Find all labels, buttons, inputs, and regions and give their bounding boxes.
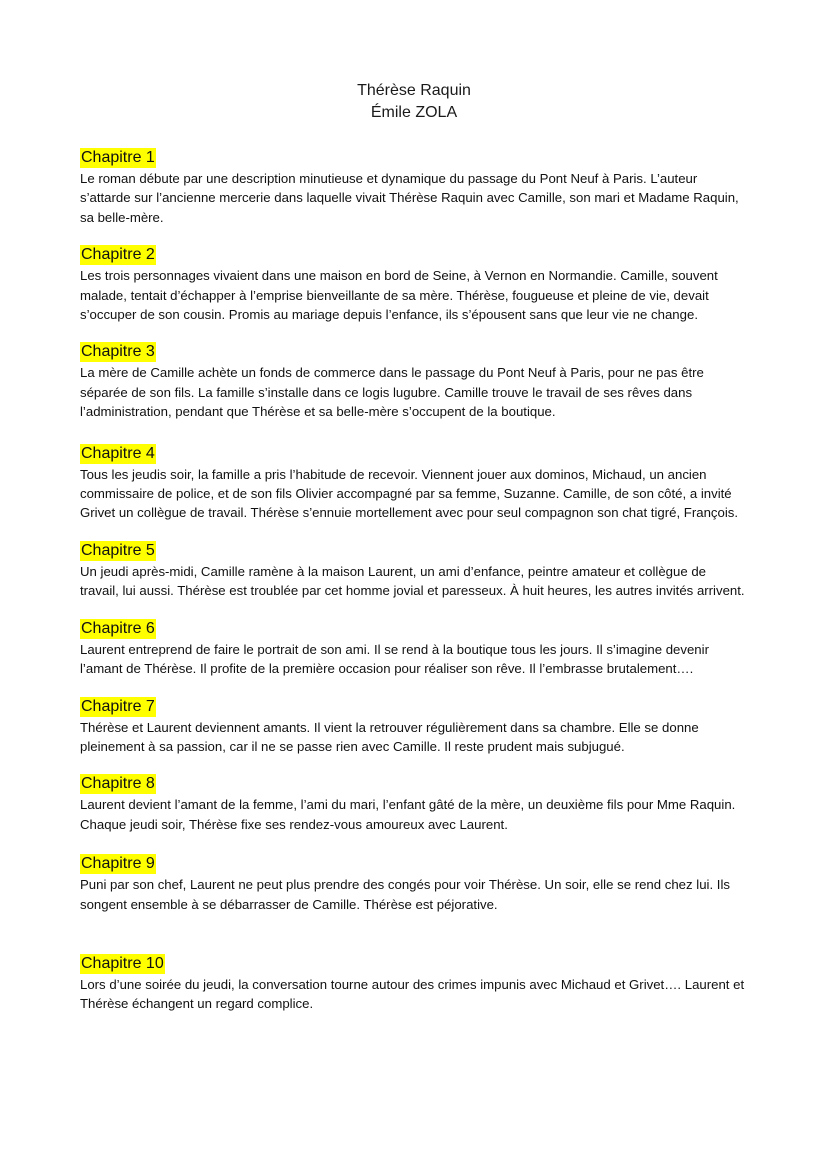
chapter-summary: Laurent entreprend de faire le portrait de son ami. Il se rend à la boutique tous les jours. Il s’imagine devenir l’amant de Thérèse. Il profite de la première occasion pour réaliser son rêve. Il l’embrasse brutalement…. — [80, 641, 709, 677]
chapter-summary: Tous les jeudis soir, la famille a pris l’habitude de recevoir. Viennent jouer aux dominos, Michaud, un ancien commissaire de police, et de son fils Olivier accompagné par sa femme, Suzanne. Camille, de son côté, a invité Grivet un collègue de travail. Thérèse s’ennuie mortellement avec pour seul compagnon son chat tigré, François. — [80, 466, 739, 521]
document-author: Émile ZOLA — [370, 104, 458, 121]
chapter-section — [80, 774, 748, 834]
chapter-heading: Chapitre 1 — [81, 149, 155, 166]
document-title: Thérèse Raquin — [357, 82, 471, 99]
chapter-heading: Chapitre 4 — [81, 444, 155, 462]
chapter-section — [80, 342, 748, 421]
chapter-summary: La mère de Camille achète un fonds de commerce dans le passage du Pont Neuf à Paris, pour ne pas être séparée de son fils. La famille s’installe dans ce logis lugubre. Camille trouve le travail de ses rêves dans l’administration, pendant que Thérèse et sa belle-mère s’occupent de la boutique. — [80, 365, 704, 420]
chapter-heading: Chapitre 3 — [81, 343, 155, 361]
chapter-summary: Les trois personnages vivaient dans une maison en bord de Seine, à Vernon en Normandie. Camille, souvent malade, tentait d’échapper à l’emprise bienveillante de sa mère. Thérèse, fougueuse et pleine de vie, devait s’occuper de son cousin. Promis au mariage depuis l’enfance, ils s’épousent sans que leur vie ne change. — [80, 268, 718, 323]
chapter-heading: Chapitre 5 — [81, 541, 155, 559]
chapter-section — [80, 444, 748, 523]
chapter-heading: Chapitre 2 — [81, 246, 155, 264]
chapter-section — [80, 541, 748, 601]
chapter-summary: Laurent devient l’amant de la femme, l’ami du mari, l’enfant gâté de la mère, un deuxième fils pour Mme Raquin. Chaque jeudi soir, Thérèse fixe ses rendez-vous amoureux avec Laurent. — [80, 797, 736, 832]
chapter-heading: Chapitre 10 — [81, 954, 164, 972]
document-header — [80, 80, 748, 124]
chapter-summary: Un jeudi après-midi, Camille ramène à la maison Laurent, un ami d’enfance, peintre amateur et collègue de travail, lui aussi. Thérèse est troublée par cet homme jovial et paresseux. À huit heures, les autres invités arrivent. — [80, 563, 745, 599]
chapter-section — [80, 619, 748, 679]
chapter-section — [80, 697, 748, 757]
chapter-heading: Chapitre 7 — [81, 697, 155, 715]
chapter-summary: Le roman débute par une description minutieuse et dynamique du passage du Pont Neuf à Paris. L’auteur s’attarde sur l’ancienne mercerie dans laquelle vivait Thérèse Raquin avec Camille, son mari et Madame Raquin, sa belle-mère. — [80, 171, 739, 225]
chapter-summary: Puni par son chef, Laurent ne peut plus prendre des congés pour voir Thérèse. Un soir, elle se rend chez lui. Ils songent ensemble à se débarrasser de Camille. Thérèse est péjorative. — [80, 877, 730, 912]
chapter-summary: Thérèse et Laurent deviennent amants. Il vient la retrouver régulièrement dans sa chambre. Elle se donne pleinement à sa passion, car il ne se passe rien avec Camille. Il reste prudent mais subjugué. — [80, 719, 699, 754]
chapter-section — [80, 854, 748, 914]
chapter-heading: Chapitre 9 — [81, 855, 155, 873]
chapter-section — [80, 148, 748, 227]
chapter-heading: Chapitre 8 — [81, 775, 155, 793]
chapter-summary: Lors d’une soirée du jeudi, la conversation tourne autour des crimes impunis avec Michaud et Grivet…. Laurent et Thérèse échangent un regard complice. — [80, 976, 745, 1012]
chapter-section — [80, 245, 748, 324]
chapter-section — [80, 954, 748, 1014]
chapter-heading: Chapitre 6 — [81, 619, 155, 637]
